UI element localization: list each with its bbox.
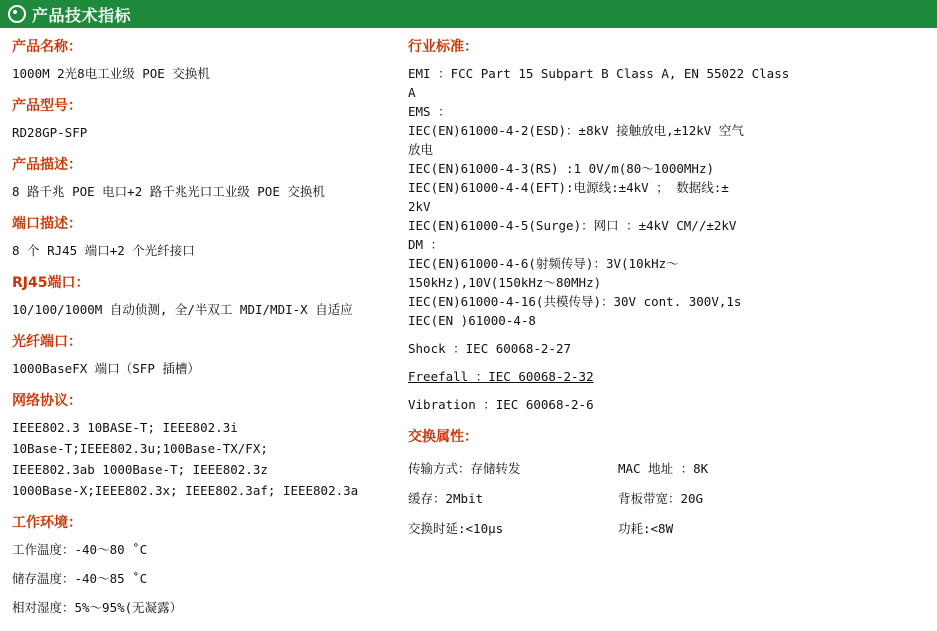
section-industry-standards: [408, 38, 937, 414]
switching-attribute-grid: [408, 454, 937, 544]
section-line: 8 路千兆 POE 电口+2 路千兆光口工业级 POE 交换机: [12, 184, 325, 199]
section-title: 工作环境：: [12, 515, 82, 531]
section-line: 1000BaseFX 端口（SFP 插槽）: [12, 361, 200, 376]
section-title: 交换属性：: [408, 429, 478, 445]
spec-columns: [0, 28, 937, 631]
bullet-circle-icon: [8, 5, 26, 23]
standard-line-freefall: Freefall ：IEC 60068-2-32: [408, 369, 594, 384]
section-title: 端口描述：: [12, 216, 82, 232]
standard-line: IEC(EN)61000-4-3(RS) :1 0V/m(80～1000MHz): [408, 161, 714, 176]
standard-line-shock: Shock ：IEC 60068-2-27: [408, 341, 572, 356]
section-title: 光纤端口：: [12, 334, 82, 350]
section-line: 1000Base-X;IEEE802.3x; IEEE802.3af; IEEE802.3a: [12, 483, 359, 498]
section-line: 相对湿度：5%～95%(无凝露）: [12, 600, 183, 615]
section-port-description: [12, 215, 398, 260]
section-line: RD28GP-SFP: [12, 125, 88, 140]
section-title: 行业标准：: [408, 39, 478, 55]
section-line: IEEE802.3ab 1000Base-T; IEEE802.3z: [12, 462, 268, 477]
section-product-description: [12, 156, 398, 201]
section-line: 工作温度：-40～80 ˚C: [12, 542, 148, 557]
standard-line: EMS ：: [408, 104, 451, 119]
attribute-item: 交换时延:<10μs: [408, 521, 504, 536]
section-product-model: [12, 97, 398, 142]
section-title: 产品名称：: [12, 39, 82, 55]
right-column: [398, 38, 937, 631]
section-product-name: [12, 38, 398, 83]
section-line: IEEE802.3 10BASE-T; IEEE802.3i: [12, 420, 238, 435]
section-title: 网络协议：: [12, 393, 82, 409]
section-network-protocols: [12, 392, 398, 500]
standard-line: IEC(EN)61000-4-16(共模传导)：30V cont. 300V,1s: [408, 294, 742, 309]
standard-line: IEC(EN)61000-4-6(射频传导)：3V(10kHz～: [408, 256, 679, 271]
standard-line: IEC(EN)61000-4-2(ESD)：±8kV 接触放电,±12kV 空气: [408, 123, 744, 138]
section-rj45-port: [12, 274, 398, 319]
standard-line: IEC(EN)61000-4-5(Surge)：网口 ：±4kV CM//±2kV: [408, 218, 737, 233]
standard-line: A: [408, 85, 416, 100]
section-operating-environment: [12, 514, 398, 617]
section-title: RJ45端口：: [12, 275, 90, 291]
standard-line-vibration: Vibration ：IEC 60068-2-6: [408, 397, 594, 412]
attribute-item: MAC 地址 ：8K: [618, 461, 709, 476]
section-line: 10/100/1000M 自动侦测, 全/半双工 MDI/MDI-X 自适应: [12, 302, 353, 317]
left-column: [0, 38, 398, 631]
section-title: 产品描述：: [12, 157, 82, 173]
section-fiber-port: [12, 333, 398, 378]
attribute-item: 背板带宽：20G: [618, 491, 704, 506]
section-line: 储存温度：-40～85 ˚C: [12, 571, 148, 586]
section-title: 产品型号：: [12, 98, 82, 114]
attribute-item: 缓存：2Mbit: [408, 491, 484, 506]
section-switching-attributes: [408, 428, 937, 544]
standard-line: 150kHz),10V(150kHz～80MHz): [408, 275, 602, 290]
standard-line: EMI ：FCC Part 15 Subpart B Class A, EN 55022 Class: [408, 66, 790, 81]
section-line: 8 个 RJ45 端口+2 个光纤接口: [12, 243, 195, 258]
attribute-item: 传输方式：存储转发: [408, 461, 521, 476]
standard-line: 2kV: [408, 199, 431, 214]
section-line: 1000M 2光8电工业级 POE 交换机: [12, 66, 210, 81]
page-title: 产品技术指标: [32, 5, 132, 25]
standard-line: DM ：: [408, 237, 444, 252]
section-line: 10Base-T;IEEE802.3u;100Base-TX/FX;: [12, 441, 268, 456]
page-header: [0, 0, 937, 28]
standard-line: IEC(EN )61000-4-8: [408, 313, 536, 328]
standard-line: IEC(EN)61000-4-4(EFT):电源线:±4kV ； 数据线:±: [408, 180, 729, 195]
attribute-item: 功耗:<8W: [618, 521, 674, 536]
standard-line: 放电: [408, 142, 434, 157]
